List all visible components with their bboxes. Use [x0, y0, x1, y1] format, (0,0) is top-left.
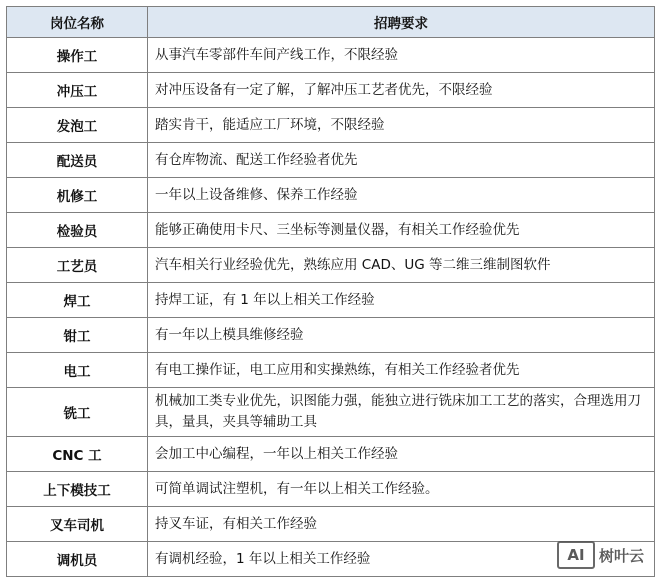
requirement-cell: 有仓库物流、配送工作经验者优先 [148, 143, 655, 178]
ai-logo-icon: AI [557, 541, 595, 569]
position-cell: 操作工 [7, 38, 148, 73]
requirement-cell: 有调机经验，1 年以上相关工作经验 [148, 542, 655, 577]
watermark-text: 树叶云 [599, 546, 645, 565]
position-cell: 焊工 [7, 283, 148, 318]
position-cell: 铣工 [7, 388, 148, 437]
table-row [7, 437, 655, 472]
requirement-cell: 从事汽车零部件车间产线工作，不限经验 [148, 38, 655, 73]
requirement-cell: 踏实肯干，能适应工厂环境，不限经验 [148, 108, 655, 143]
table-row [7, 108, 655, 143]
requirement-cell: 有一年以上模具维修经验 [148, 318, 655, 353]
table-row [7, 318, 655, 353]
position-cell: 配送员 [7, 143, 148, 178]
table-row [7, 283, 655, 318]
table-row [7, 472, 655, 507]
table-row [7, 213, 655, 248]
requirement-cell: 有电工操作证，电工应用和实操熟练，有相关工作经验者优先 [148, 353, 655, 388]
table-row [7, 248, 655, 283]
recruitment-table [6, 6, 655, 577]
position-cell: 调机员 [7, 542, 148, 577]
table-row [7, 73, 655, 108]
table-row [7, 38, 655, 73]
requirement-cell: 能够正确使用卡尺、三坐标等测量仪器，有相关工作经验优先 [148, 213, 655, 248]
position-cell: 冲压工 [7, 73, 148, 108]
table-row [7, 178, 655, 213]
table-row [7, 507, 655, 542]
header-requirement: 招聘要求 [148, 7, 655, 38]
table-body [7, 38, 655, 577]
position-cell: 上下模技工 [7, 472, 148, 507]
requirement-cell: 对冲压设备有一定了解，了解冲压工艺者优先，不限经验 [148, 73, 655, 108]
table-row [7, 353, 655, 388]
requirement-cell: 一年以上设备维修、保养工作经验 [148, 178, 655, 213]
table-row [7, 388, 655, 437]
requirement-cell: 可简单调试注塑机，有一年以上相关工作经验。 [148, 472, 655, 507]
requirement-cell: 持焊工证，有 1 年以上相关工作经验 [148, 283, 655, 318]
position-cell: 发泡工 [7, 108, 148, 143]
position-cell: 机修工 [7, 178, 148, 213]
position-cell: 检验员 [7, 213, 148, 248]
requirement-cell: 机械加工类专业优先，识图能力强，能独立进行铣床加工工艺的落实，合理选用刀具，量具，夹具等辅助工具 [148, 388, 655, 437]
header-position: 岗位名称 [7, 7, 148, 38]
requirement-cell: 会加工中心编程，一年以上相关工作经验 [148, 437, 655, 472]
position-cell: 工艺员 [7, 248, 148, 283]
watermark [557, 538, 644, 572]
table-row [7, 143, 655, 178]
position-cell: 叉车司机 [7, 507, 148, 542]
position-cell: 电工 [7, 353, 148, 388]
header-row [7, 7, 655, 38]
position-cell: CNC 工 [7, 437, 148, 472]
position-cell: 钳工 [7, 318, 148, 353]
requirement-cell: 汽车相关行业经验优先，熟练应用 CAD、UG 等二维三维制图软件 [148, 248, 655, 283]
requirement-cell: 持叉车证，有相关工作经验 [148, 507, 655, 542]
